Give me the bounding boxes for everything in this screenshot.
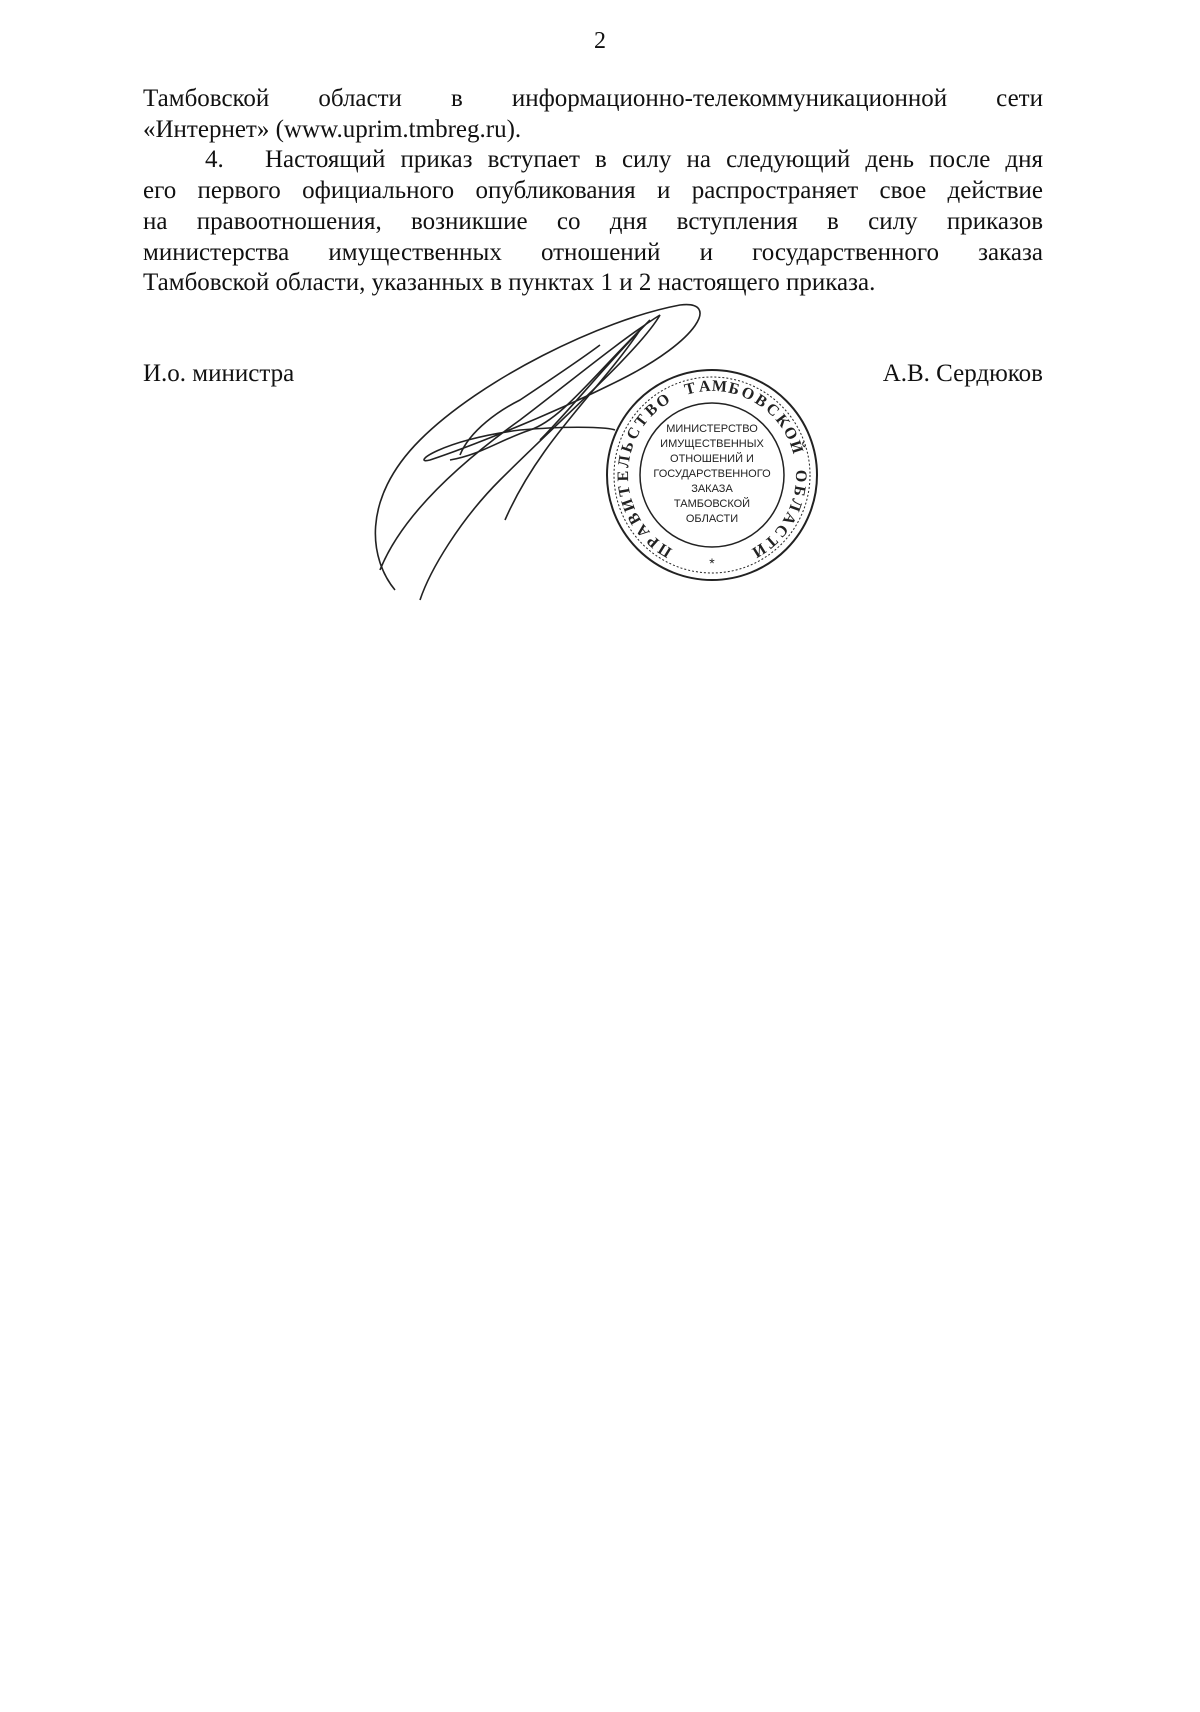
stamp-ring-letter: Л (785, 496, 806, 514)
stamp-ring-letter: Й (785, 438, 807, 456)
text-line: на правоотношения, возникшие со дня вступления в силу приказов (143, 207, 1043, 235)
stamp-ring-letter: Т (615, 484, 635, 498)
stamp-line: ИМУЩЕСТВЕННЫХ (660, 438, 764, 450)
stamp-ring-letter: Л (615, 454, 634, 469)
stamp-ring-letter: Е (614, 470, 633, 482)
stamp-ring-letter: О (653, 390, 674, 412)
stamp-ring-letter: Р (644, 531, 663, 551)
stamp-line: ТАМБОВСКОЙ (673, 498, 751, 510)
stamp-ring-letter: И (618, 496, 639, 514)
stamp-ring-letter: Б (789, 484, 809, 498)
stamp-ring-letter: О (738, 383, 757, 405)
text-line: Тамбовской области, указанных в пунктах 1 и 2 настоящего приказа. (143, 269, 876, 297)
text-line: его первого официального опубликования и распространяет свое действие (143, 177, 1043, 205)
stamp-ring-letter: О (779, 424, 801, 443)
stamp-ring-letter: В (751, 391, 770, 412)
stamp-ring-letter: А (698, 377, 712, 396)
stamp-ring-letter: А (632, 520, 654, 541)
signatory-position: И.о. министра (143, 360, 295, 387)
text-line: министерства имущественных отношений и государственного заказа (143, 238, 1043, 266)
stamp-ring-letter: К (771, 411, 793, 431)
stamp-line: ОТНОШЕНИЙ И (670, 453, 754, 465)
text-line-content: Настоящий приказ вступает в силу на следующий день после дня (265, 146, 1043, 174)
stamp-ring-letter: М (711, 377, 728, 396)
official-stamp (607, 370, 817, 580)
stamp-ring-letter: Т (761, 531, 781, 552)
stamp-ring-letter: С (762, 400, 783, 421)
stamp-ring-letter: Т (631, 411, 652, 431)
stamp-ring-letter: Ь (618, 439, 638, 455)
signature-image (375, 305, 700, 600)
stamp-ring-letter: В (641, 400, 662, 421)
stamp-ring-letter: О (791, 469, 810, 483)
stamp-ring-letter: И (749, 539, 769, 561)
stamp-star: * (709, 555, 715, 571)
stamp-ring-letter: С (623, 424, 645, 443)
stamp-ring-letter: А (778, 509, 800, 528)
stamp-line: ЗАКАЗА (691, 483, 733, 495)
stamp-ring-letter: П (655, 539, 675, 561)
signatory-name: А.В. Сердюков (882, 360, 1043, 387)
stamp-line: ОБЛАСТИ (685, 513, 739, 525)
stamp-line: МИНИСТЕРСТВО (666, 423, 758, 435)
page-number: 2 (594, 28, 606, 54)
item-number: 4. (205, 146, 224, 174)
text-line: «Интернет» (www.uprim.tmbreg.ru). (143, 115, 522, 143)
stamp-ring-letter: Б (726, 379, 742, 399)
text-line: Тамбовской области в информационно-телекоммуникационной сети (143, 85, 1043, 112)
stamp-ring-letter: С (770, 520, 792, 541)
stamp-ring-letter: В (624, 509, 645, 528)
stamp-line: ГОСУДАРСТВЕННОГО (653, 468, 771, 480)
stamp-ring-letter: Т (682, 379, 698, 399)
